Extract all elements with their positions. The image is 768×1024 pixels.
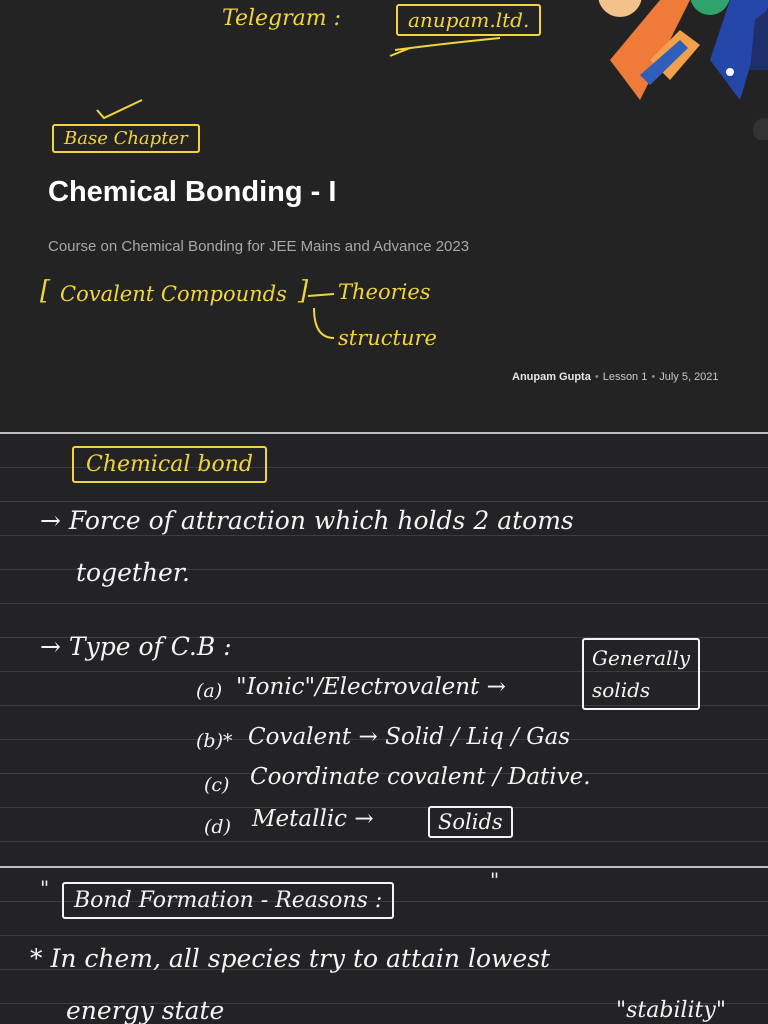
notes-page-1 [0, 434, 768, 866]
definition-line-2: together. [76, 558, 190, 587]
item-b-mark: (b)* [196, 730, 233, 752]
definition-line-1: → Force of attraction which holds 2 atoms [40, 506, 574, 535]
item-d-mark: (d) [204, 816, 231, 838]
author-name: Anupam Gupta [512, 371, 591, 383]
title-slide [0, 0, 768, 432]
item-a-note-line-2: solids [592, 678, 651, 702]
item-a-note [582, 638, 700, 710]
reason-line-2: energy state [66, 996, 225, 1024]
item-a-mark: (a) [196, 680, 223, 702]
page-title: Chemical Bonding - I [48, 176, 337, 208]
types-heading: → Type of C.B : [40, 632, 232, 661]
course-subtitle: Course on Chemical Bonding for JEE Mains and Advance 2023 [48, 238, 470, 255]
lesson-number: Lesson 1 [602, 371, 648, 383]
course-artwork [580, 0, 768, 140]
chemical-bond-heading: Chemical bond [72, 446, 267, 483]
item-c-mark: (c) [204, 774, 230, 796]
telegram-handle: anupam.ltd. [396, 4, 541, 36]
lesson-date: July 5, 2021 [659, 371, 719, 383]
item-c-text: Coordinate covalent / Dative. [250, 764, 591, 790]
quote-mark: " [490, 868, 500, 892]
item-a-note-line-1: Generally [592, 646, 691, 670]
stability-note: "stability" [616, 998, 726, 1023]
base-chapter-badge: Base Chapter [52, 124, 200, 153]
underline-stroke [380, 32, 580, 62]
covalent-compounds-label: Covalent Compounds [60, 282, 287, 306]
branch-theories: Theories [338, 280, 431, 304]
lesson-meta: Anupam Gupta • Lesson 1 • July 5, 2021 [512, 371, 719, 383]
item-a-text: "Ionic"/Electrovalent → [236, 674, 506, 700]
bracket-open: [ [40, 276, 51, 306]
item-b-text: Covalent → Solid / Liq / Gas [248, 724, 571, 750]
bracket-close: ] [298, 276, 309, 306]
reason-line-1: * In chem, all species try to attain lowest [30, 944, 551, 973]
telegram-label: Telegram : [222, 6, 342, 31]
item-d-text: Metallic → [252, 806, 374, 832]
bond-formation-heading: Bond Formation - Reasons : [62, 882, 394, 919]
notes-page-2 [0, 868, 768, 1024]
branch-structure: structure [338, 326, 437, 350]
item-d-note: Solids [428, 806, 513, 838]
quote-mark: " [40, 876, 50, 900]
checkmark-icon [92, 96, 152, 126]
